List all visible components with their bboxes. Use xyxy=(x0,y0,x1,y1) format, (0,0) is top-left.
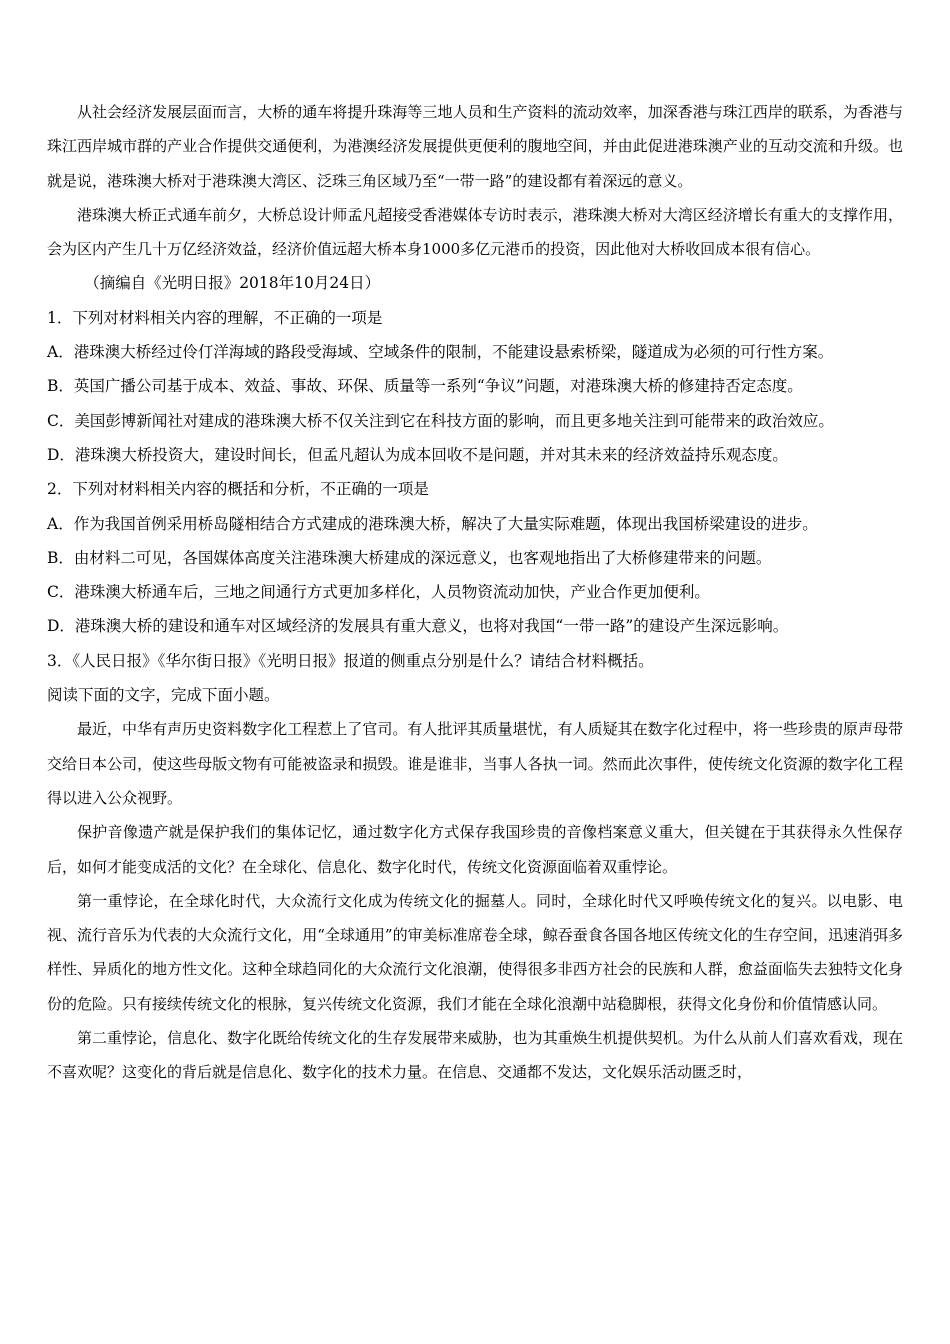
reading-instruction: 阅读下面的文字，完成下面小题。 xyxy=(47,686,280,705)
question-2-option-b: B．由材料二可见，各国媒体高度关注港珠澳大桥建成的深远意义，也客观地指出了大桥修建带来的问题。 xyxy=(47,548,772,567)
question-2-stem: 2．下列对材料相关内容的概括和分析，不正确的一项是 xyxy=(47,480,429,499)
question-2-option-c: C．港珠澳大桥通车后，三地之间通行方式更加多样化，人员物资流动加快，产业合作更加便利。 xyxy=(47,583,710,602)
question-3-stem: 3．《人民日报》《华尔街日报》《光明日报》报道的侧重点分别是什么？请结合材料概括。 xyxy=(47,651,654,670)
question-2-option-d: D．港珠澳大桥的建设和通车对区域经济的发展具有重大意义，也将对我国“一带一路”的建设产生深远影响。 xyxy=(47,617,789,636)
document-page xyxy=(47,95,903,1090)
question-1-option-c: C．美国彭博新闻社对建成的港珠澳大桥不仅关注到它在科技方面的影响，而且更多地关注到可能带来的政治效应。 xyxy=(47,411,834,430)
question-2-option-a: A．作为我国首例采用桥岛隧相结合方式建成的港珠澳大桥，解决了大量实际难题，体现出我国桥梁建设的进步。 xyxy=(47,514,818,533)
question-1-option-b: B．英国广播公司基于成本、效益、事故、环保、质量等一系列“争议”问题，对港珠澳大桥的修建持否定态度。 xyxy=(47,377,803,396)
question-1-option-a: A．港珠澳大桥经过伶仃洋海域的路段受海域、空域条件的限制，不能建设悬索桥梁，隧道成为必须的可行性方案。 xyxy=(47,343,834,362)
passage2-paragraph-3: 第一重悖论，在全球化时代，大众流行文化成为传统文化的掘墓人。同时，全球化时代又呼唤传统文化的复兴。以电影、电视、流行音乐为代表的大众流行文化，用“全球通用”的审美标准席卷全球，鲸吞蚕食各国各地区传统文化的生存空间，迅速消弭多样性、异质化的地方性文化。这种全球趋同化的大众流行文化浪潮，使得很多非西方社会的民族和人群，愈益面临失去独特文化身份的危险。只有接续传统文化的根脉，复兴传统文化资源，我们才能在全球化浪潮中站稳脚根，获得文化身份和价值情感认同。 xyxy=(47,891,903,1013)
passage1-paragraph-2: 港珠澳大桥正式通车前夕，大桥总设计师孟凡超接受香港媒体专访时表示，港珠澳大桥对大湾区经济增长有重大的支撑作用，会为区内产生几十万亿经济效益，经济价值远超大桥本身1000多亿元港币的投资，因此他对大桥收回成本很有信心。 xyxy=(47,205,903,259)
passage1-source: （摘编自《光明日报》2018年10月24日） xyxy=(84,274,381,293)
passage1-paragraph-1: 从社会经济发展层面而言，大桥的通车将提升珠海等三地人员和生产资料的流动效率，加深香港与珠江西岸的联系，为香港与珠江西岸城市群的产业合作提供交通便利，为港澳经济发展提供更便利的腹地空间，并由此促进港珠澳产业的互动交流和升级。也就是说，港珠澳大桥对于港珠澳大湾区、泛珠三角区域乃至“一带一路”的建设都有着深远的意义。 xyxy=(47,103,903,190)
passage2-paragraph-2: 保护音像遗产就是保护我们的集体记忆，通过数字化方式保存我国珍贵的音像档案意义重大，但关键在于其获得永久性保存后，如何才能变成活的文化？在全球化、信息化、数字化时代，传统文化资源面临着双重悖论。 xyxy=(47,823,903,876)
question-1-option-d: D．港珠澳大桥投资大，建设时间长，但孟凡超认为成本回收不是问题，并对其未来的经济效益持乐观态度。 xyxy=(47,445,788,464)
passage2-paragraph-1: 最近，中华有声历史资料数字化工程惹上了官司。有人批评其质量堪忧，有人质疑其在数字化过程中，将一些珍贵的原声母带交给日本公司，使这些母版文物有可能被盗录和损毁。谁是谁非，当事人各执一词。然而此次事件，使传统文化资源的数字化工程得以进入公众视野。 xyxy=(47,720,903,807)
passage2-paragraph-4: 第二重悖论，信息化、数字化既给传统文化的生存发展带来威胁，也为其重焕生机提供契机。为什么从前人们喜欢看戏，现在不喜欢呢？这变化的背后就是信息化、数字化的技术力量。在信息、交通都不发达，文化娱乐活动匮乏时， xyxy=(47,1029,903,1082)
question-1-stem: 1．下列对材料相关内容的理解，不正确的一项是 xyxy=(47,308,383,327)
